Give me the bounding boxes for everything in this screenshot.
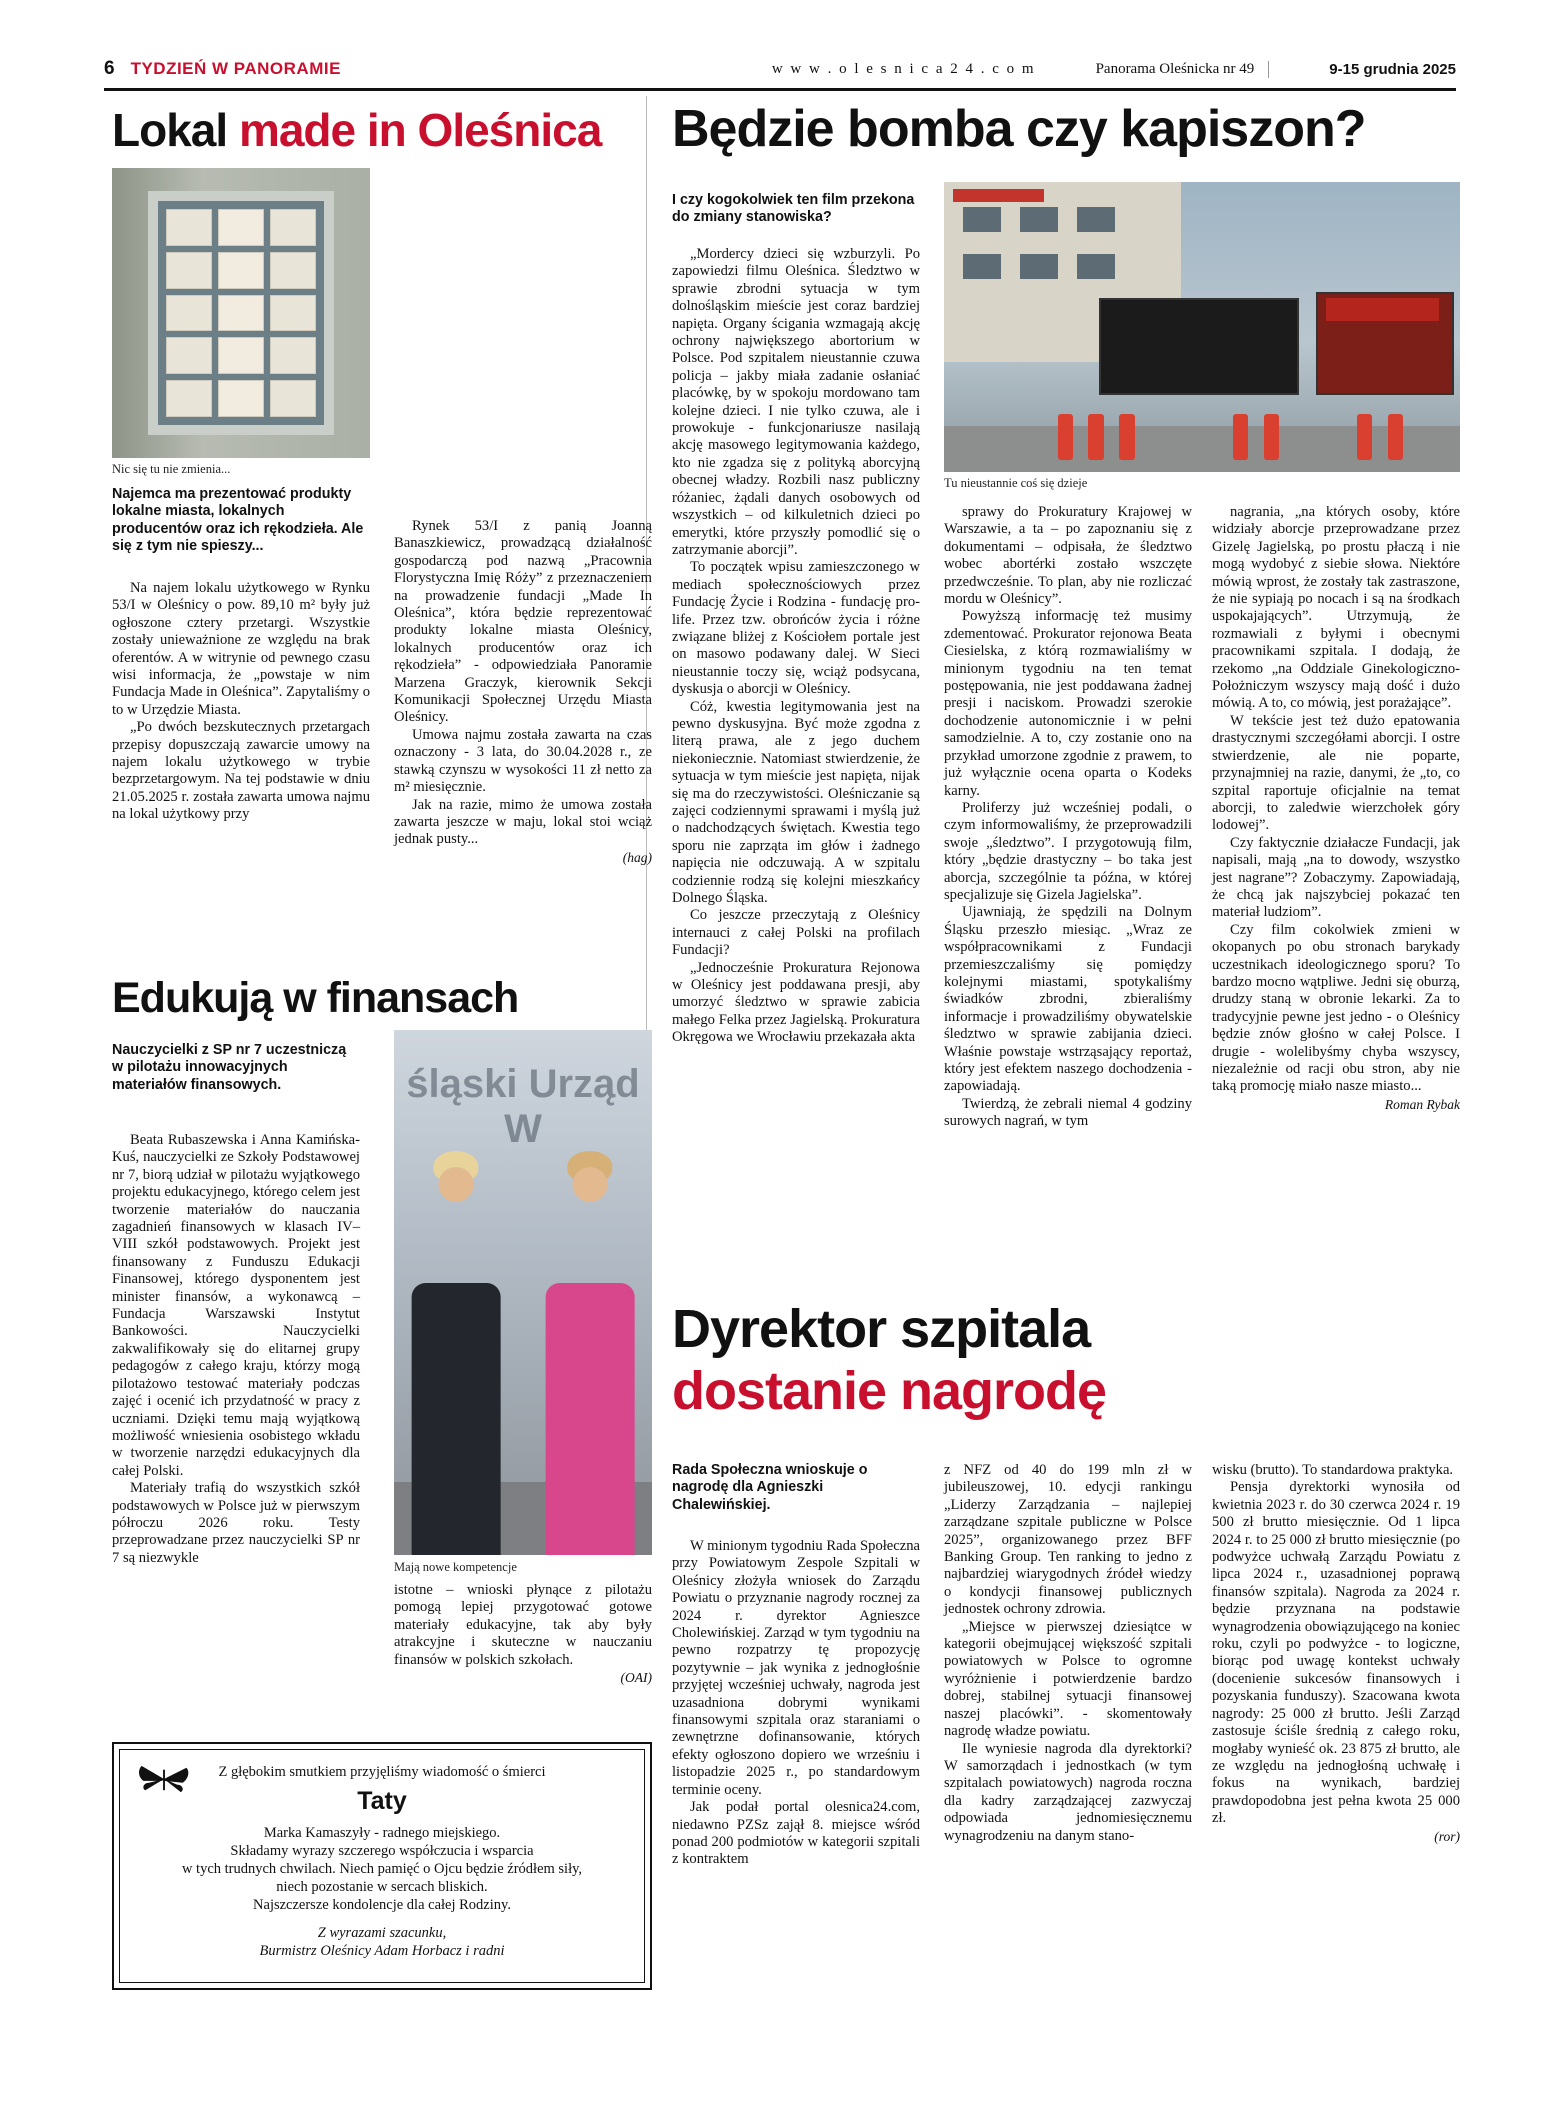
obituary-line4: w tych trudnych chwilach. Niech pamięć o Ojcu będzie źródłem siły, bbox=[181, 1861, 583, 1877]
article3-lead: I czy kogokolwiek ten film przekona do zmiany stanowiska? bbox=[672, 192, 915, 226]
paragraph: Cóż, kwestia legitymowania jest na pewno dyskusyjna. Być może zgodna z literą prawa, ale z jego duchem niekoniecznie. Natomiast stwierdzenie, że sytuacja w tym mieście jest napięta, nijak się ma do rzeczywistości. Oleśniczanie są zajęci codziennymi sprawami i myślą już o nadchodzących świętach. Kwestia tego sporu nie zaprząta im głów i żadnego napięcia nie odczuwają. A w szpitalu codziennie rodzą się kolejni mieszkańcy Dolnego Śląska. bbox=[672, 698, 920, 907]
paragraph: Czy film cokolwiek zmieni w okopanych po obu stronach barykady uczestnikach ideologicznego sporu? To bardzo mocno wątpliwe. Jedni się oburzą, drudzy staną w obronie lekarki. Za to tradycyjnie pewne jest jedno - o Oleśnicy będzie znów głośno w całej Polsce. I drugie - wolelibyśmy chyba wszyscy, niezależnie od racji obu stron, aby nie taką promocję miało nasze miasto... bbox=[1212, 921, 1460, 1095]
article4-headline-line1: Dyrektor szpitala bbox=[672, 1299, 1091, 1359]
article2-photo-caption: Mają nowe kompetencje bbox=[394, 1560, 517, 1574]
obituary-line3: Składamy wyrazy szczerego współczucia i wsparcia bbox=[230, 1843, 534, 1859]
paragraph: sprawy do Prokuratury Krajowej w Warszawie, a ta – po zapoznaniu się z dokumentami – odpisała, że śledztwo wobec abortérki zostało wszczęte przedwcześnie. To plan, aby nie rozliczać mordu w Oleśnicy”. bbox=[944, 504, 1192, 608]
article3-photo-caption: Tu nieustannie coś się dzieje bbox=[944, 476, 1088, 490]
paragraph: Pensja dyrektorki wynosiła od kwietnia 2023 r. do 30 czerwca 2024 r. 19 500 zł brutto miesięcznie. Od 1 lipca 2024 r. to 25 000 zł brutto miesięcznie (po podwyżce uchwałą Zarządu Powiatu z lipca 2024 r., uzasadnionej poprawą finansów szpitala). Nagroda za 2024 r. będzie przyznana na podstawie wynagrodzenia obowiązującego na koniec roku, czyli po podwyżce - to logiczne, biorąc pod uwagę kontekst uchwały (docenienie sukcesów finansowych i pozyskania funduszy). Szacowana kwota nagrody: 25 000 zł brutto. Jeśli Zarząd zastosuje ściśle średnią z całego roku, mogłaby wynieść ok. 23 875 zł brutto, ale ze względu na jednogłośną uchwałę i fokus na wynikach, bardziej prawdopodobna jest pełna kwota 25 000 zł. bbox=[1212, 1479, 1460, 1827]
article3-headline: Będzie bomba czy kapiszon? bbox=[672, 100, 1366, 158]
article1-headline-part2: made in Oleśnica bbox=[238, 104, 602, 156]
masthead-rule bbox=[104, 88, 1456, 91]
paragraph: W minionym tygodniu Rada Społeczna przy Powiatowym Zespole Szpitali w Oleśnicy złożyła wniosek do Zarządu Powiatu o przyznanie nagrody rocznej za 2024 r. dyrektor Agnieszce Cholewińskiej. Zarząd w tym tygodniu na pewno rozpatrzy tę propozycję pozytywnie – jak wynika z jednogłośnie przyjętej wcześniej uchwały, nagroda jest uzasadniona dobrymi wynikami finansowymi szpitala oraz staraniami o zewnętrzne dofinansowanie, których efekty ogłoszono dopiero we wrześniu i listopadzie 2025 r., po standardowym terminie oceny. bbox=[672, 1538, 920, 1798]
article1-column2 bbox=[394, 518, 652, 866]
butterfly-icon bbox=[136, 1762, 192, 1796]
article3-column2 bbox=[944, 504, 1192, 1131]
article2-column1 bbox=[112, 1132, 360, 1567]
paragraph: „Jednocześnie Prokuratura Rejonowa w Oleśnicy jest poddawana presji, aby umorzyć śledztwo w sprawie zabicia małego Felka przez Jagielską. Prokuratura Okręgowa we Wrocławiu przekazała akta bbox=[672, 959, 920, 1046]
article4-column3 bbox=[1212, 1462, 1460, 1845]
obituary-signature-2: Burmistrz Oleśnicy Adam Horbacz i radni bbox=[259, 1943, 505, 1959]
article1-lead: Najemca ma prezentować produkty lokalne miasta, lokalnych producentów oraz ich rękodzieła. Ale się z tym nie spieszy... bbox=[112, 486, 364, 555]
article3-column1 bbox=[672, 246, 920, 1047]
paragraph: Co jeszcze przeczytają z Oleśnicy internauci z całej Polski na profilach Fundacji? bbox=[672, 907, 920, 959]
paragraph: Twierdzą, że zebrali niemal 4 godziny surowych nagrań, w tym bbox=[944, 1095, 1192, 1130]
article3-photo bbox=[944, 182, 1460, 472]
paragraph: Ujawniają, że spędzili na Dolnym Śląsku przeszło miesiąc. „Wraz ze współpracownikami z Fundacji przemieszczaliśmy się pomiędzy kolejnymi miastami, spotykaliśmy świadków zbrodni, zbieraliśmy informacje i prowadziliśmy obywatelskie śledztwo w sprawie zabijania dzieci. Właśnie powstaje wstrząsający reportaż, który jest efektem naszego dochodzenia - zapowiadają. bbox=[944, 904, 1192, 1095]
paper-issue: Panorama Oleśnicka nr 49 bbox=[1096, 61, 1270, 78]
article2-photo bbox=[394, 1030, 652, 1555]
issue-date: 9-15 grudnia 2025 bbox=[1329, 60, 1456, 78]
article1-column1 bbox=[112, 580, 370, 824]
paragraph: „Po dwóch bezskutecznych przetargach przepisy dopuszczają zawarcie umowy na najem lokalu użytkowego w trybie bezprzetargowym. Na tej podstawie w dniu 21.05.2025 r. została zawarta umowa najmu na lokal użytkowy przy bbox=[112, 719, 370, 823]
article1-headline-part1: Lokal bbox=[112, 104, 239, 156]
paragraph: wisku (brutto). To standardowa praktyka. bbox=[1212, 1462, 1454, 1478]
paragraph: Ile wyniesie nagroda dla dyrektorki? W samorządach i jednostkach (w tym szpitalach powiatowych) nagroda roczna dla kadry zarządzającej zazwyczaj odpowiada jednomiesięcznemu wynagrodzeniu na danym stano- bbox=[944, 1740, 1192, 1844]
paragraph: W tekście jest też dużo epatowania drastycznymi szczegółami aborcji. I ostre stwierdzenie, ale nie poparte, przynajmniej na razie, danymi, że „to, co szpital raportuje oficjalnie na temat aborcji, to zaledwie wierzchołek góry lodowej”. bbox=[1212, 712, 1460, 834]
paragraph: Jak podał portal olesnica24.com, niedawno PZSz zajął 8. miejsce wśród ponad 200 podmiotów w kategorii szpitali z kontraktem bbox=[672, 1799, 920, 1868]
paragraph: Powyższą informację też musimy zdementować. Prokurator rejonowa Beata Ciesielska, z którą rozmawialiśmy w minionym tygodniu na ten temat postępowania, nie jest poddawana żadnej presji i naciskom. Prowadzi szerokie dochodzenie autonomicznie i w pełni samodzielnie. A to, czy zostanie ono na przykład umorzone zgodnie z prawem, to już wyłącznie ocena oparta o Kodeks karny. bbox=[944, 608, 1192, 799]
paragraph: Na najem lokalu użytkowego w Rynku 53/I w Oleśnicy o pow. 89,10 m² były już ogłoszone cztery przetargi. Wszystkie zostały unieważnione ze względu na brak oferentów. A w witrynie od pewnego czasu wisi informacja, że „powstaje w nim Fundacja Made in Oleśnica”. Zapytaliśmy o to w Urzędzie Miasta. bbox=[112, 580, 370, 718]
article4-headline-line2: dostanie nagrodę bbox=[672, 1361, 1107, 1421]
article2-photo-background-text: śląski Urząd W bbox=[406, 1061, 640, 1151]
paragraph: nagrania, „na których osoby, które widziały aborcje przeprowadzane przez Gizelę Jagielską, po prostu płaczą i nie mogą wydobyć z siebie słowa. Niektóre mówią wprost, że zostały tak zastraszone, że nie sypiają po nocach i są na środkach uspokajających”. Utrzymują, że rozmawiali z byłymi i obecnymi pracownikami szpitala. I dodają, że rzekomo „na Oddziale Ginekologiczno-Położniczym wszyscy mają dość i dużo mówią. A to, co mówią, jest porażające”. bbox=[1212, 504, 1460, 712]
article4-column1 bbox=[672, 1538, 920, 1869]
paragraph: Czy faktycznie działacze Fundacji, jak napisali, mają „na to dowody, wszystko jest nagrane”? Zobaczymy. Zapowiadają, że chcą jak najszybciej pokazać ten materiał ludziom”. bbox=[1212, 834, 1460, 921]
article2-lead: Nauczycielki z SP nr 7 uczestniczą w pilotażu innowacyjnych materiałów finansowych. bbox=[112, 1042, 347, 1093]
paragraph: z NFZ od 40 do 199 mln zł w jubileuszowej, 10. edycji rankingu „Liderzy Zarządzania – najlepiej zarządzane szpitale publiczne w Polsce 2025”, organizowanego przez BFF Banking Group. Ten ranking to jedno z najbardziej wiarygodnych źródeł wiedzy o kondycji finansowej publicznych jednostek ochrony zdrowia. bbox=[944, 1462, 1192, 1618]
obituary-line5: niech pozostanie w sercach bliskich. bbox=[276, 1879, 488, 1895]
article1-headline bbox=[112, 104, 632, 156]
page-masthead bbox=[104, 52, 1456, 86]
paragraph: „Miejsce w pierwszej dziesiątce w kategorii obejmującej większość szpitali powiatowych w Polsce to ogromne wyróżnienie i potwierdzenie bardzo dobrej, stabilnej sytuacji finansowej naszej placówki”. - skomentowały nagrodę władze powiatu. bbox=[944, 1618, 1192, 1740]
paragraph: Beata Rubaszewska i Anna Kamińska-Kuś, nauczycielki ze Szkoły Podstawowej nr 7, biorą udział w pilotażu wyjątkowego projektu edukacyjnego, którego celem jest tworzenie materiałów do nauczania zagadnień finansowych w klasach IV–VIII szkół podstawowych. Projekt jest finansowany z Funduszu Edukacji Finansowej, którego dysponentem jest minister finansów, a wykonawcą – Fundacja Warszawski Instytut Bankowości. Nauczycielki zakwalifikowały się do elitarnej grupy pedagogów z całego kraju, którzy mogą pilotażowo testować materiały podczas zajęć i ocenić ich przydatność w pracy z uczniami. Dzięki temu mają wyjątkową możliwość wniesienia osobistego wkładu w tworzenie narzędzi edukacyjnych dla całej Polski. bbox=[112, 1132, 360, 1479]
paragraph: Umowa najmu została zawarta na czas oznaczony - 3 lata, do 30.04.2028 r., ze stawką czynszu w wysokości 11 zł netto za m² miesięcznie. bbox=[394, 726, 652, 796]
obituary-box bbox=[112, 1742, 652, 1990]
obituary-line2: Marka Kamaszyły - radnego miejskiego. bbox=[263, 1825, 501, 1841]
article4-signature: (ror) bbox=[1434, 1828, 1460, 1844]
paragraph: istotne – wnioski płynące z pilotażu pomogą lepiej przygotować gotowe materiały edukacyjne, tak aby były atrakcyjne i skuteczne w nauczaniu finansów w polskich szkołach. bbox=[394, 1582, 652, 1668]
paragraph: To początek wpisu zamieszczonego w mediach społecznościowych przez Fundację Życie i Rodzina - fundację pro-life. Przez tzw. obrońców życia i różne związane bliżej z Kościołem portale jest on masowo podawany dalej. W Sieci nieustannie toczy się, wciąż podsycana, dyskusja o aborcji w Oleśnicy. bbox=[672, 559, 920, 698]
section-title: TYDZIEŃ W PANORAMIE bbox=[130, 59, 341, 78]
website-url: w w w . o l e s n i c a 2 4 . c o m bbox=[771, 60, 1036, 77]
article2-signature: (OAI) bbox=[620, 1670, 652, 1686]
paragraph: Proliferzy już wcześniej podali, o czym informowaliśmy, że przeprowadzili swoje „śledztwo”. I przygotowują film, który „będzie drastyczny – bo taka jest aborcja, szczególnie ta późna, w której specjalizuje się Gizela Jagielska”. bbox=[944, 799, 1192, 903]
article4-lead: Rada Społeczna wnioskuje o nagrodę dla Agnieszki Chalewińskiej. bbox=[672, 1462, 868, 1513]
page-number: 6 bbox=[104, 58, 115, 79]
article2-column2 bbox=[394, 1582, 652, 1686]
paragraph: „Mordercy dzieci się wzburzyli. Po zapowiedzi filmu Oleśnica. Śledztwo w sprawie zbrodni sytuacja w tym dolnośląskim mieście jest coraz bardziej napięta. Organy ścigania wzmagają akcję ochrony największego abortorium w Polsce. Pod szpitalem nieustannie czuwa policja – jakby miała zadanie osłaniać placówkę, by w spokoju mordowano tam kolejne dzieci. I nie tylko czuwa, ale i prowokuje - funkcjonariusze nasilają akcję masowego legitymowania każdego, kto nie zgadza się z polityką aborcyjną obecnej władzy. Rozbili nasz publiczny różaniec, żądali danych osobowych od wszystkich – od kilkuletnich dzieci po emerytki, które przyszły pomodlić się o zatrzymanie aborcji”. bbox=[672, 246, 920, 558]
obituary-title: Taty bbox=[357, 1787, 407, 1815]
paragraph: Materiały trafią do wszystkich szkół podstawowych w Polsce już w pierwszym półroczu 2026 roku. Testy przeprowadzane przez nauczycielki SP nr 7 są niezwykle bbox=[112, 1480, 360, 1566]
article1-photo-caption: Nic się tu nie zmienia... bbox=[112, 462, 231, 476]
obituary-signature-1: Z wyrazami szacunku, bbox=[317, 1925, 447, 1941]
article1-photo bbox=[112, 168, 370, 458]
paragraph: Jak na razie, mimo że umowa została zawarta jeszcze w maju, lokal stoi wciąż jednak pusty... bbox=[394, 796, 652, 848]
article3-signature: Roman Rybak bbox=[1384, 1096, 1460, 1112]
article1-signature: (hag) bbox=[622, 849, 652, 865]
article4-column2 bbox=[944, 1462, 1192, 1845]
obituary-line6: Najszczersze kondolencje dla całej Rodziny. bbox=[253, 1897, 511, 1913]
obituary-line1: Z głębokim smutkiem przyjęliśmy wiadomość o śmierci bbox=[218, 1764, 546, 1780]
paragraph: Rynek 53/I z panią Joanną Banaszkiewicz, prowadzącą działalność gospodarczą pod nazwą „Pracownia Florystyczna Imię Róży” z przeznaczeniem na prowadzenie fundacji „Made In Oleśnica”, która będzie reprezentować produkty lokalne miasta Oleśnicy, lokalnych producentów oraz ich rękodzieła” - odpowiedziała Panoramie Marzena Graczyk, kierownik Sekcji Komunikacji Społecznej Urzędu Miasta Oleśnicy. bbox=[394, 518, 652, 726]
article2-headline: Edukują w finansach bbox=[112, 974, 519, 1022]
article3-column3 bbox=[1212, 504, 1460, 1113]
